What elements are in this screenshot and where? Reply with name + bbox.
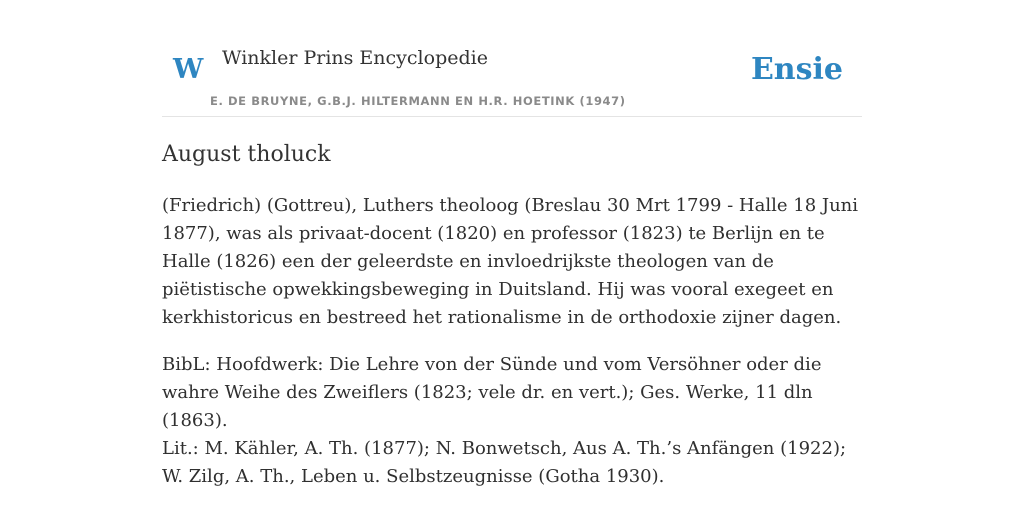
article-title: August tholuck: [162, 142, 331, 167]
work-title-link[interactable]: Winkler Prins Encyclopedie: [222, 47, 488, 69]
page: [162, 0, 862, 512]
work-logo[interactable]: W: [173, 54, 204, 85]
article-paragraph-literature: Lit.: M. Kähler, A. Th. (1877); N. Bonwetsch, Aus A. Th.’s Anfängen (1922); W. Zilg, A. Th., Leben u. Selbstzeugnisse (Gotha 1930).: [162, 438, 847, 487]
work-authors: E. DE BRUYNE, G.B.J. HILTERMANN EN H.R. HOETINK (1947): [210, 94, 626, 108]
brand-logo[interactable]: Ensie: [750, 52, 843, 87]
article-paragraph-description: (Friedrich) (Gottreu), Luthers theoloog (Breslau 30 Mrt 1799 - Halle 18 Juni 1877), was als privaat-docent (1820) en professor (1823) te Berlijn en te Halle (1826) een der geleerdste en invloedrijkste theologen van de piëtistische opwekkingsbeweging in Duitsland. Hij was vooral exegeet en kerkhistoricus en bestreed het rationalisme in de orthodoxie zijner dagen.: [162, 195, 859, 328]
site-header: [162, 0, 862, 117]
article-paragraph-bibliography: BibL: Hoofdwerk: Die Lehre von der Sünde und vom Versöhner oder die wahre Weihe des Zweiflers (1823; vele dr. en vert.); Ges. Werke, 11 dln (1863).: [162, 354, 822, 431]
